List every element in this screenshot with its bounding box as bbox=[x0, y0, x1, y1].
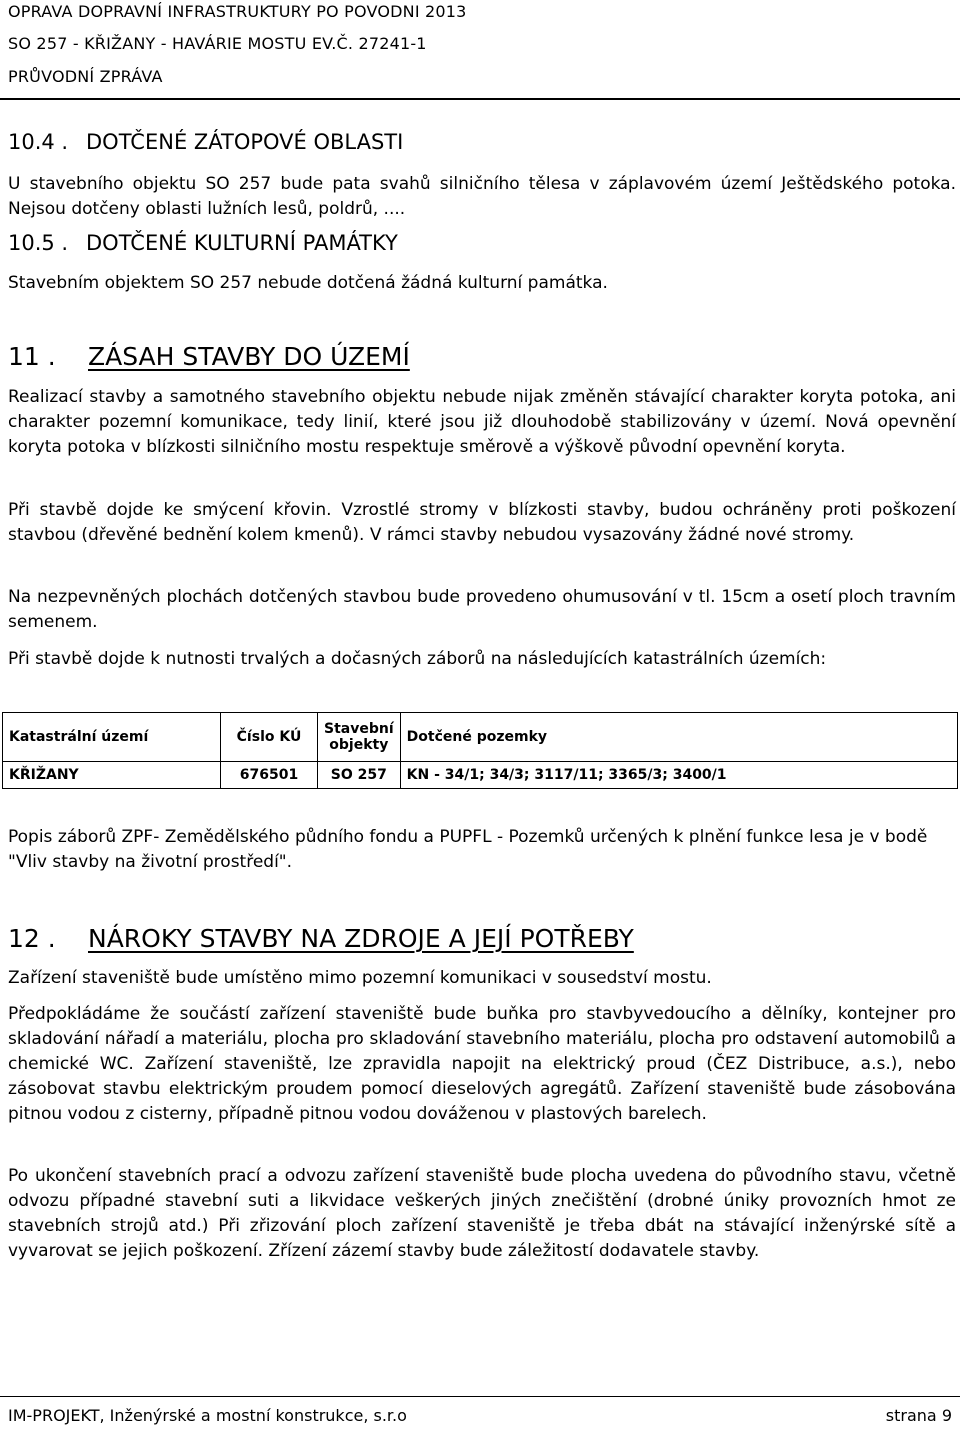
footer-divider bbox=[0, 1396, 960, 1397]
header-project-title: OPRAVA DOPRAVNÍ INFRASTRUKTURY PO POVODNI 2013 bbox=[8, 2, 467, 21]
footer-company: IM-PROJEKT, Inženýrské a mostní konstrukce, s.r.o bbox=[8, 1406, 407, 1425]
section-11-heading bbox=[8, 342, 410, 371]
section-10-5-heading bbox=[8, 231, 398, 255]
section-10-4-heading bbox=[8, 130, 403, 154]
section-11-paragraph-3: Na nezpevněných plochách dotčených stavbou bude provedeno ohumusování v tl. 15cm a osetí ploch travním semenem. bbox=[8, 587, 956, 632]
header-object-title: SO 257 - KŘIŽANY - HAVÁRIE MOSTU EV.Č. 27241-1 bbox=[8, 34, 427, 53]
section-title: DOTČENÉ ZÁTOPOVÉ OBLASTI bbox=[86, 130, 404, 154]
section-11-paragraph-5: Popis záborů ZPF- Zemědělského půdního fondu a PUPFL - Pozemků určených k plnění funkce lesa je v bodě "Vliv stavby na životní prostředí". bbox=[8, 827, 928, 872]
table-cell: 676501 bbox=[221, 762, 318, 789]
section-title: ZÁSAH STAVBY DO ÚZEMÍ bbox=[88, 342, 410, 371]
section-10-4-text: U stavebního objektu SO 257 bude pata svahů silničního tělesa v záplavovém území Ještědského potoka. Nejsou dotčeny oblasti lužních lesů, poldrů, .... bbox=[8, 174, 956, 219]
section-title: DOTČENÉ KULTURNÍ PAMÁTKY bbox=[86, 231, 398, 255]
table-cell: SO 257 bbox=[318, 762, 401, 789]
table-row bbox=[3, 762, 958, 789]
header-document-type: PRŮVODNÍ ZPRÁVA bbox=[8, 67, 163, 86]
section-11-paragraph-2: Při stavbě dojde ke smýcení křovin. Vzrostlé stromy v blízkosti stavby, budou ochráněny proti poškození stavbou (dřevěné bednění kolem kmenů). V rámci stavby nebudou vysazovány žádné nové stromy. bbox=[8, 500, 956, 545]
section-title: NÁROKY STAVBY NA ZDROJE A JEJÍ POTŘEBY bbox=[88, 924, 634, 953]
table-header-cell: Stavební objekty bbox=[318, 713, 401, 762]
footer-page-number: strana 9 bbox=[885, 1406, 952, 1425]
section-12-paragraph-2: Předpokládáme že součástí zařízení staveniště bude buňka pro stavbyvedoucího a dělníky, kontejner pro skladování nářadí a materiálu, plocha pro skladování stavebního materiálu, plocha pro odstavení automobilů a chemické WC. Zařízení staveniště, lze zpravidla napojit na elektrický proud (ČEZ Distribuce, a.s.), nebo zásobovat stavbu elektrickým proudem pomocí dieselových agregátů. Zařízení staveniště bude zásobována pitnou vodou z cisterny, případně pitnou vodou dováženou v plastových barelech. bbox=[8, 1004, 956, 1124]
section-12-paragraph-3: Po ukončení stavebních prací a odvozu zařízení staveniště bude plocha uvedena do původního stavu, včetně odvozu případné stavební suti a likvidace veškerých jiných znečištění (drobné úniky provozních hmot ze stavebních strojů atd.) Při zřizování ploch zařízení staveniště je třeba dbát na stávající inženýrské sítě a vyvarovat se jejich poškození. Zřízení zázemí stavby bude záležitostí dodavatele stavby. bbox=[8, 1166, 956, 1261]
table-cell: KŘIŽANY bbox=[3, 762, 221, 789]
table-cell: KN - 34/1; 34/3; 3117/11; 3365/3; 3400/1 bbox=[400, 762, 957, 789]
table-header-cell: Číslo KÚ bbox=[221, 713, 318, 762]
section-12-paragraph-1: Zařízení staveniště bude umístěno mimo pozemní komunikaci v sousedství mostu. bbox=[8, 968, 712, 988]
section-12-heading bbox=[8, 924, 634, 953]
section-10-5-text: Stavebním objektem SO 257 nebude dotčená žádná kulturní památka. bbox=[8, 273, 608, 293]
land-table bbox=[2, 712, 958, 789]
section-11-paragraph-1: Realizací stavby a samotného stavebního objektu nebude nijak změněn stávající charakter koryta potoka, ani charakter pozemní komunikace, tedy linií, které jsou již dlouhodobě stabilizovány v území. Nová opevnění koryta potoka v blízkosti silničního mostu respektuje směrově a výškově původní opevnění koryta. bbox=[8, 387, 956, 457]
table-header-cell: Dotčené pozemky bbox=[400, 713, 957, 762]
section-number: 10.5 . bbox=[8, 231, 69, 255]
section-number: 12 . bbox=[8, 924, 56, 953]
table-header-row bbox=[3, 713, 958, 762]
section-number: 11 . bbox=[8, 342, 56, 371]
section-11-paragraph-4: Při stavbě dojde k nutnosti trvalých a dočasných záborů na následujících katastrálních územích: bbox=[8, 649, 827, 669]
header-divider bbox=[0, 98, 960, 100]
section-number: 10.4 . bbox=[8, 130, 69, 154]
table-header-cell: Katastrální území bbox=[3, 713, 221, 762]
